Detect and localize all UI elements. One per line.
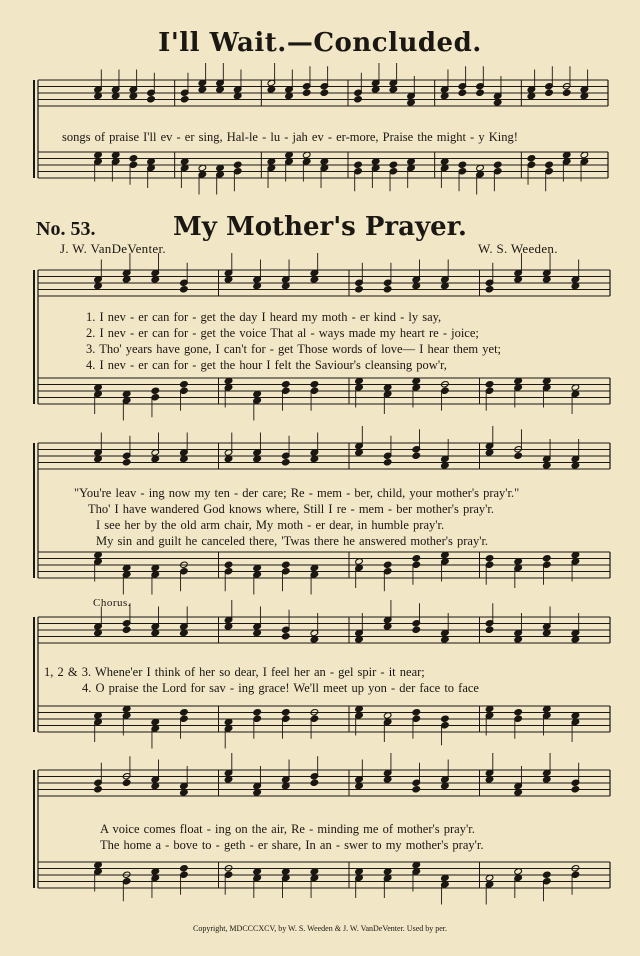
notehead [412, 452, 421, 459]
notehead [458, 89, 467, 96]
notehead [412, 709, 421, 716]
verse-line-3: 3. Tho' years have gone, I can't for - get Those words of love— I hear them yet; [86, 342, 502, 356]
notehead [514, 452, 523, 459]
notehead [542, 871, 551, 878]
notehead [383, 561, 392, 568]
notehead [485, 555, 494, 562]
notehead [542, 555, 551, 562]
notehead [281, 633, 290, 640]
notehead [122, 626, 131, 633]
final-line-2: The home a - bove to - geth - er share, In an - swer to my mother's pray'r. [100, 838, 484, 852]
top-lyric-line: songs of praise I'll ev - er sing, Hal-le - lu - jah ev - er-more, Praise the might - y King! [62, 130, 518, 144]
notehead [485, 286, 494, 293]
verse-cont-line-2: Tho' I have wandered God knows where, Still I re - mem - ber mother's pray'r. [88, 502, 495, 516]
notehead [320, 89, 329, 96]
notehead [180, 865, 189, 872]
notehead [355, 286, 364, 293]
final-line-1: A voice comes float - ing on the air, Re - minding me of mother's pray'r. [100, 822, 475, 836]
notehead [412, 626, 421, 633]
notehead [253, 709, 262, 716]
hymn-title: My Mother's Prayer. [173, 212, 467, 242]
verse-line-4: 4. I nev - er can for - get the hour I felt the Saviour's cleansing pow'r, [86, 358, 447, 372]
verse-cont-line-3: I see her by the old arm chair, My moth - er dear, in humble pray'r. [96, 518, 445, 532]
verse-cont-line-1: "You're leav - ing now my ten - der care; Re - mem - ber, child, your mother's pray'r." [74, 486, 520, 500]
notehead [122, 459, 131, 466]
chorus-line-1: 1, 2 & 3. Whene'er I think of her so dear, I feel her an - gel spir - it near; [44, 665, 425, 679]
composer-credit: W. S. Weeden. [478, 241, 558, 256]
notehead [147, 96, 156, 103]
notehead [129, 155, 138, 162]
notehead [493, 161, 502, 168]
notehead [281, 381, 290, 388]
chorus-label: Chorus. [93, 597, 132, 609]
notehead [571, 786, 580, 793]
lyricist-credit: J. W. VanDeVenter. [60, 241, 166, 256]
notehead [180, 96, 189, 103]
notehead [354, 96, 363, 103]
notehead [180, 286, 189, 293]
notehead [281, 561, 290, 568]
continued-hymn-title: I'll Wait.—Concluded. [158, 28, 482, 58]
notehead [281, 709, 290, 716]
notehead [389, 161, 398, 168]
notehead [412, 555, 421, 562]
notehead [545, 89, 554, 96]
notehead [458, 161, 467, 168]
notehead [485, 626, 494, 633]
notehead [180, 709, 189, 716]
notehead [122, 779, 131, 786]
notehead [562, 89, 571, 96]
notehead [302, 89, 311, 96]
notehead [476, 89, 485, 96]
notehead [310, 381, 319, 388]
verse-line-1: 1. I nev - er can for - get the day I heard my moth - er kind - ly say, [86, 310, 442, 324]
notehead [383, 459, 392, 466]
notehead [233, 161, 242, 168]
notehead [310, 779, 319, 786]
notehead [485, 381, 494, 388]
chorus-line-2: 4. O praise the Lord for sav - ing grace! We'll meet up yon - der face to face [82, 681, 479, 695]
notehead [224, 561, 233, 568]
notehead [441, 715, 450, 722]
notehead [354, 161, 363, 168]
notehead [383, 286, 392, 293]
copyright-notice: Copyright, MDCCCXCV, by W. S. Weeden & J. W. VanDeVenter. Used by per. [192, 924, 448, 933]
notehead [94, 786, 103, 793]
notehead [180, 381, 189, 388]
notehead [514, 709, 523, 716]
verse-line-2: 2. I nev - er can for - get the voice That al - ways made my heart re - joice; [86, 326, 479, 340]
notehead [527, 155, 536, 162]
notehead [151, 387, 160, 394]
hymn-number: No. 53. [36, 218, 96, 240]
verse-cont-line-4: My sin and guilt he canceled there, 'Twas there he answered mother's pray'r. [96, 534, 489, 548]
notehead [545, 161, 554, 168]
notehead [281, 459, 290, 466]
notehead [412, 786, 421, 793]
